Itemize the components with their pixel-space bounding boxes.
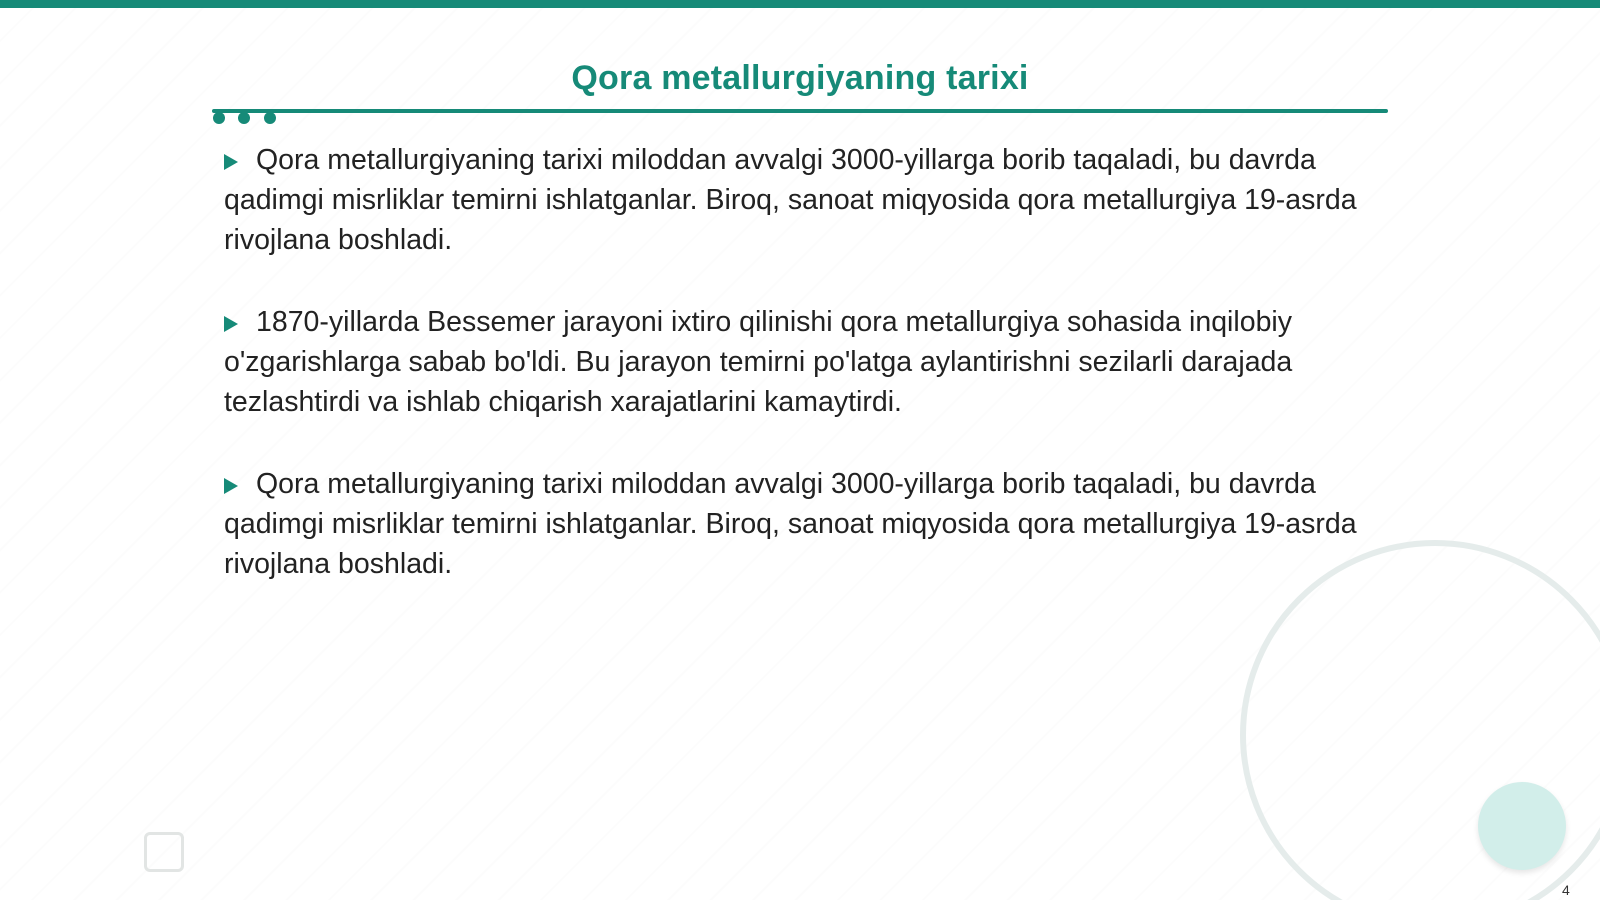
underline-dot — [238, 112, 250, 124]
paragraph-text: Qora metallurgiyaning tarixi miloddan avvalgi 3000-yillarga borib taqaladi, bu davrda qadimgi misrliklar temirni ishlatganlar. Biroq, sanoat miqyosida qora metallurgiya 19-asrda rivojlana boshladi. — [224, 468, 1357, 580]
paragraph-text: Qora metallurgiyaning tarixi miloddan avvalgi 3000-yillarga borib taqaladi, bu davrda qadimgi misrliklar temirni ishlatganlar. Biroq, sanoat miqyosida qora metallurgiya 19-asrda rivojlana boshladi. — [224, 144, 1357, 256]
underline-dot — [264, 112, 276, 124]
slide-title: Qora metallurgiyaning tarixi — [571, 59, 1029, 97]
underline-dot — [213, 112, 225, 124]
triangle-bullet-icon — [224, 154, 238, 170]
bullet-paragraph — [224, 140, 1384, 260]
bullet-paragraph — [224, 464, 1384, 584]
bullet-paragraph — [224, 302, 1384, 422]
top-accent-bar — [0, 0, 1600, 8]
title-underline — [212, 109, 1388, 113]
slide-number: 4 — [1562, 882, 1570, 898]
decorative-dot — [1478, 782, 1566, 870]
triangle-bullet-icon — [224, 478, 238, 494]
triangle-bullet-icon — [224, 316, 238, 332]
decorative-square — [144, 832, 184, 872]
slide-content — [224, 140, 1384, 626]
paragraph-text: 1870-yillarda Bessemer jarayoni ixtiro qilinishi qora metallurgiya sohasida inqilobiy o'zgarishlarga sabab bo'ldi. Bu jarayon temirni po'latga aylantirishni sezilarli darajada tezlashtirdi va ishlab chiqarish xarajatlarini kamaytirdi. — [224, 306, 1293, 418]
